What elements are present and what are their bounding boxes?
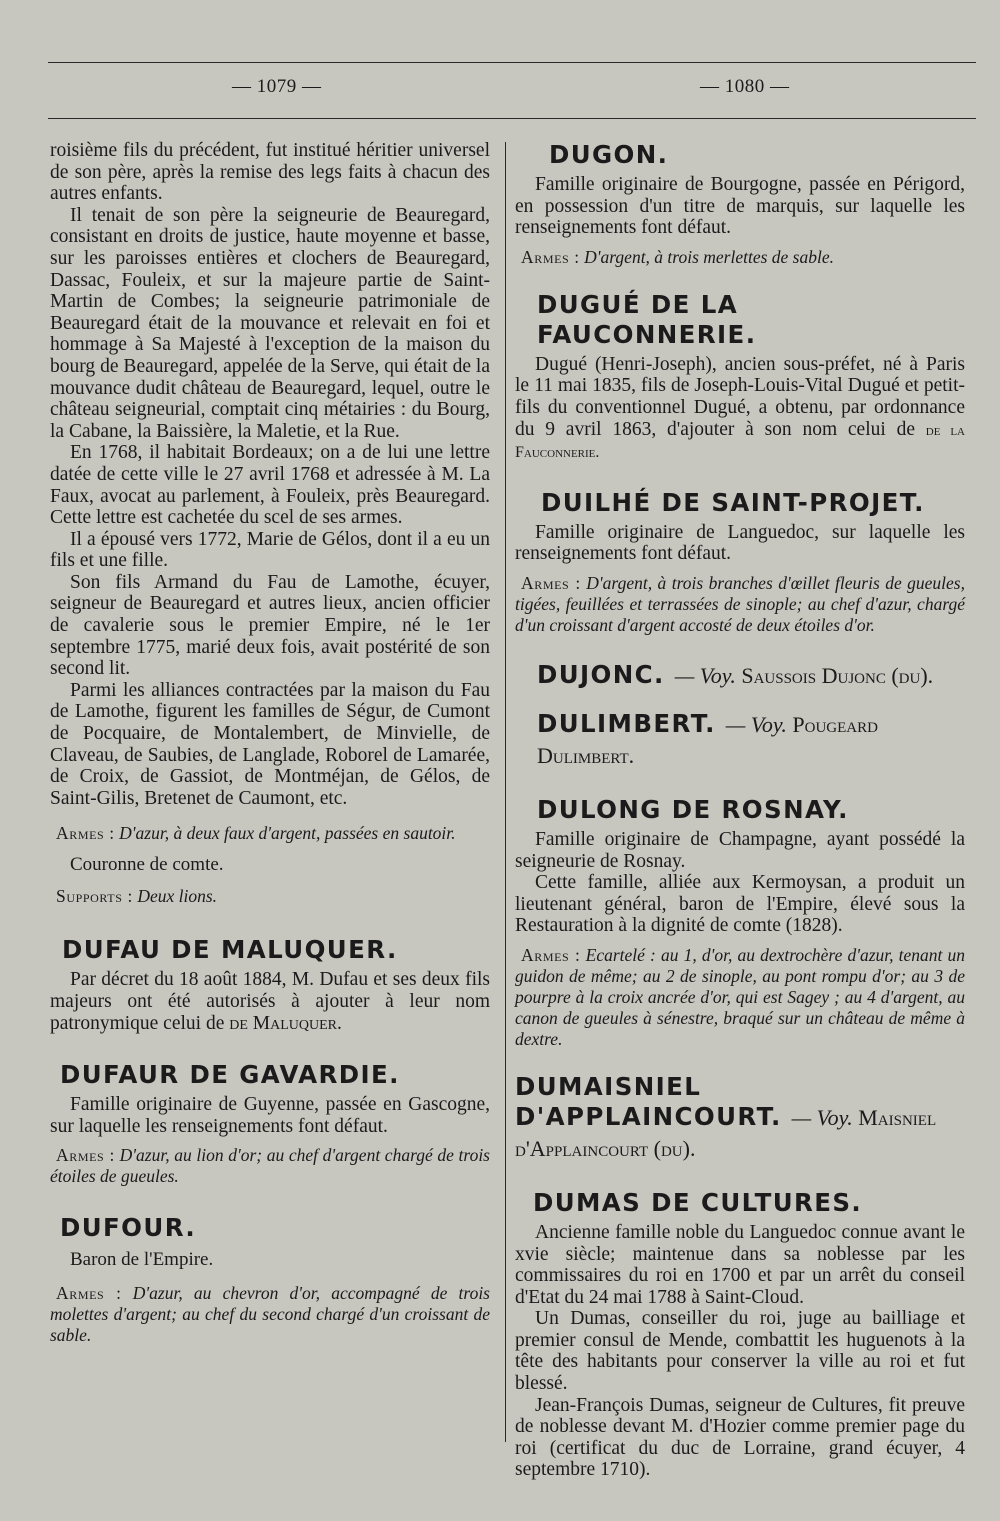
entry-text-dugon: Famille originaire de Bourgogne, passée en Périgord, en possession d'un titre de marquis, sur laquelle les renseignements font défaut. (515, 174, 965, 239)
armes-line (50, 1283, 490, 1346)
entry-text-duilhe: Famille originaire de Languedoc, sur laquelle les renseignements font défaut. (515, 521, 965, 565)
paragraph: Parmi les alliances contractées par la maison du Fau de Lamothe, figurent les familles de Ségur, de Cumont de Pocquaire, de Montalembert, de Minvielle, de Claveau, de Saubies, de Langlade, Roborel de Lamarée, de Croix, de Gassiot, de Montméjan, de Gélos, de Saint-Gilis, Bretenet de Caumont, etc. (50, 679, 490, 809)
entry-title-text: DULIMBERT. (537, 708, 716, 738)
entry-text-dufau (50, 969, 490, 1034)
right-column (515, 140, 965, 1481)
voy-target: Pougeard Dulimbert. (537, 711, 878, 768)
paragraph: Son fils Armand du Fau de Lamothe, écuyer, seigneur de Beauregard et autres lieux, ancien officier de cavalerie sous le premier Empire, né le 1er septembre 1775, marié deux fois, avait postérité de son second lit. (50, 571, 490, 680)
entry-title-dulimbert (537, 709, 965, 771)
entry-text-dufour: Baron de l'Empire. (70, 1249, 214, 1271)
supports-text: Deux lions. (137, 886, 218, 907)
paragraph: Il a épousé vers 1772, Marie de Gélos, dont il a eu un fils et une fille. (50, 528, 490, 572)
page-number-right: — 1080 — (700, 76, 790, 97)
entry-text: Dugué (Henri-Joseph), ancien sous-préfet, né à Paris le 11 mai 1835, fils de Joseph-Louis-Vital Dugué et petit-fils du conventionnel Dugué, a obtenu, par ordonnance du 9 avril 1863, d'ajouter à son nom celui de (515, 353, 965, 440)
armes-text: D'argent, à trois branches d'œillet fleuris de gueules, tigées, feuillées et terrassées de sinople; au chef d'azur, chargé d'un croissant d'argent accosté de deux étoiles d'or. (515, 572, 965, 635)
voy-target: Maisniel d'Applaincourt (du). (515, 1104, 937, 1161)
armes-text: D'azur, au lion d'or; au chef d'argent chargé de trois étoiles de gueules. (50, 1145, 490, 1187)
entry-title-dufour: DUFOUR. (60, 1213, 197, 1243)
left-column (50, 140, 490, 1346)
page-number-left: — 1079 — (232, 76, 322, 97)
voy-label: — Voy. (725, 711, 787, 737)
entry-text-dumas-2: Un Dumas, conseiller du roi, juge au bailliage et premier consul de Mende, combattit les huguenots à la tête des habitants pour conserver la ville au roi et fut blessé. (515, 1308, 965, 1395)
entry-text-dufaur: Famille originaire de Guyenne, passée en Gascogne, sur laquelle les renseignements font défaut. (50, 1094, 490, 1137)
paragraph: roisième fils du précédent, fut institué héritier universel de son père, après la remise des legs faits à chacun des autres enfants. (50, 140, 490, 205)
armes-label: Armes : (521, 944, 581, 965)
armes-label: Armes : (56, 1145, 116, 1166)
entry-text-dugue (515, 354, 965, 464)
couronne-line: Couronne de comte. (70, 854, 224, 876)
armes-label: Armes : (521, 572, 581, 593)
supports-line (50, 886, 490, 907)
paragraph: En 1768, il habitait Bordeaux; on a de lui une lettre datée de cette ville le 27 avril 1768 et adressée à M. La Faux, avocat au parlement, à Fouleix, près Beauregard. Cette lettre est cachetée du scel de ses armes. (50, 442, 490, 529)
column-divider (505, 142, 506, 1442)
entry-text: Par décret du 18 août 1884, M. Dufau et ses deux fils majeurs ont été autorisés à ajouter à leur nom patronymique celui de (50, 969, 490, 1034)
armes-text: D'argent, à trois merlettes de sable. (584, 246, 834, 267)
entry-title-dumas: DUMAS DE CULTURES. (533, 1187, 863, 1217)
entry-title-dugon: DUGON. (549, 140, 669, 169)
entry-title-text: DUJONC. (537, 659, 665, 689)
armes-text: D'azur, au chevron d'or, accompagné de trois molettes d'argent; au chef du second chargé d'un croissant de sable. (50, 1283, 490, 1346)
entry-text-dumas-3: Jean-François Dumas, seigneur de Cultures, fit preuve de noblesse devant M. d'Hozier comme premier page du roi (certificat du duc de Lorraine, grand écuyer, 4 septembre 1710). (515, 1394, 965, 1481)
voy-label: — Voy. (674, 662, 736, 688)
armes-line (515, 573, 965, 636)
armes-text: Ecartelé : au 1, d'or, au dextrochère d'azur, tenant un guidon de même; au 2 de sinople, au pont rompu d'or; au 3 de pourpre à la croix ancrée d'or, qui est Sagey ; au 4 d'argent, au canon de gueules à sénestre, braqué sur un château de même à dextre. (515, 944, 965, 1049)
entry-title-dulong: DULONG DE ROSNAY. (537, 794, 849, 824)
entry-title-text: DUMAISNIEL D'APPLAINCOURT. (515, 1071, 782, 1131)
entry-text-dumas: Ancienne famille noble du Languedoc connue avant le xvie siècle; maintenue dans sa noblesse par les commissaires du roi en 1700 et par un arrêt du conseil d'Etat du 24 mai 1788 à Saint-Cloud. (515, 1221, 965, 1308)
armes-line (515, 247, 965, 268)
voy-label: — Voy. (791, 1104, 853, 1130)
entry-title-dufaur: DUFAUR DE GAVARDIE. (60, 1060, 400, 1090)
paragraph: Il tenait de son père la seigneurie de Beauregard, consistant en droits de justice, haute moyenne et basse, sur les paroisses entières et clochers de Beauregard, Dassac, Fouleix, et sur la majeure partie de Saint-Martin de Combes; la seigneurie patrimoniale de Beauregard était de la mouvance et relevait en foi et hommage à Sa Majesté à l'exception de la maison du bourg de Beauregard, appelée de la Serve, qui était de la mouvance dudit château de Beauregard, lequel, outre le château seigneurial, comptait cinq métairies : du Bourg, la Cabane, la Baissière, la Maletie, et la Rue. (50, 204, 490, 442)
entry-title-dufau: DUFAU DE MALUQUER. (62, 935, 398, 965)
voy-ref (675, 663, 933, 688)
armes-line (50, 1145, 490, 1187)
voy-target: Saussois Dujonc (du). (741, 662, 934, 688)
entry-title-dujonc (537, 660, 965, 691)
armes-label: Armes : (521, 246, 580, 267)
entry-title-dumaisniel (515, 1072, 965, 1164)
supports-label: Supports : (56, 886, 133, 907)
armes-line (515, 945, 965, 1050)
entry-text-smallcaps: de la Fauconnerie. (515, 421, 965, 462)
entry-text-smallcaps: de Maluquer. (229, 1012, 342, 1034)
armes-label: Armes : (56, 1283, 122, 1304)
entry-text-dulong: Famille originaire de Champagne, ayant possédé la seigneurie de Rosnay. (515, 828, 965, 872)
header-rule (48, 118, 976, 119)
entry-text-dulong-2: Cette famille, alliée aux Kermoysan, a produit un lieutenant général, baron de l'Empire, élevé sous la Restauration à la dignité de comte (1828). (515, 872, 965, 937)
entry-title-dugue: DUGUÉ DE LA FAUCONNERIE. (537, 289, 757, 349)
top-rule (48, 62, 976, 63)
armes-label: Armes : (56, 823, 115, 844)
entry-title-duilhe: DUILHÉ DE SAINT-PROJET. (541, 487, 925, 517)
armes-line (50, 823, 490, 844)
armes-text: D'azur, à deux faux d'argent, passées en sautoir. (119, 823, 456, 844)
